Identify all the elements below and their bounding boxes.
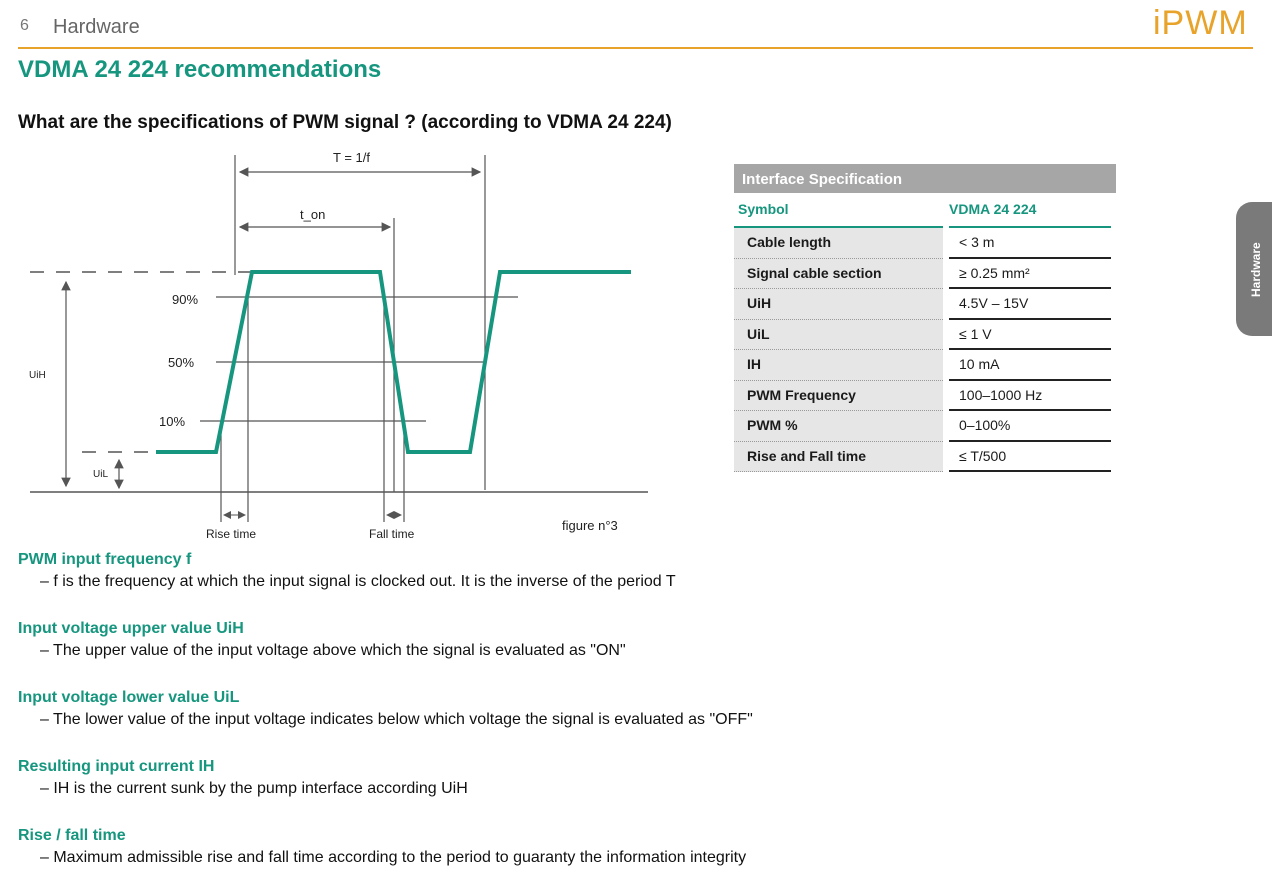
section-title: Hardware	[53, 16, 140, 38]
table-row	[734, 442, 1116, 473]
question-heading: What are the specifications of PWM signal ? (according to VDMA 24 224)	[18, 112, 672, 133]
column-header-symbol: Symbol	[734, 193, 943, 228]
table-cell-value: 100–1000 Hz	[949, 381, 1111, 412]
definition-description: – f is the frequency at which the input signal is clocked out. It is the inverse of the period T	[40, 573, 676, 590]
definition-description: – The lower value of the input voltage indicates below which voltage the signal is evaluated as "OFF"	[40, 711, 753, 728]
table-cell-value: 0–100%	[949, 411, 1111, 442]
ton-label: t_on	[300, 207, 326, 222]
definition-description: – Maximum admissible rise and fall time according to the period to guaranty the information integrity	[40, 849, 747, 866]
definition-term: Input voltage upper value UiH	[18, 620, 244, 637]
fall-label: Fall time	[369, 527, 415, 541]
definition-item	[18, 755, 753, 824]
rise-label: Rise time	[206, 527, 257, 541]
definition-item	[18, 686, 753, 755]
table-cell-symbol: UiL	[734, 320, 943, 351]
ipwm-logo: iPWM	[1153, 4, 1248, 42]
column-header-vdma: VDMA 24 224	[949, 193, 1111, 228]
table-cell-symbol: PWM %	[734, 411, 943, 442]
table-row	[734, 350, 1116, 381]
table-cell-symbol: Cable length	[734, 228, 943, 259]
definition-description: – IH is the current sunk by the pump interface according UiH	[40, 780, 468, 797]
table-cell-symbol: Signal cable section	[734, 259, 943, 290]
header-rule	[18, 47, 1253, 49]
side-tab-hardware[interactable]	[1236, 202, 1272, 336]
table-row	[734, 259, 1116, 290]
uih-label: UiH	[29, 370, 46, 381]
table-row	[734, 411, 1116, 442]
table-cell-value: < 3 m	[949, 228, 1111, 259]
table-cell-value: 10 mA	[949, 350, 1111, 381]
table-cell-symbol: Rise and Fall time	[734, 442, 943, 473]
interface-spec-table	[734, 164, 1116, 472]
table-cell-value: ≤ T/500	[949, 442, 1111, 473]
definition-term: Resulting input current IH	[18, 758, 215, 775]
table-row	[734, 289, 1116, 320]
definition-term: Input voltage lower value UiL	[18, 689, 240, 706]
page-number: 6	[20, 17, 29, 34]
figure-caption: figure n°3	[562, 518, 618, 533]
uil-label: UiL	[93, 469, 109, 480]
table-cell-symbol: PWM Frequency	[734, 381, 943, 412]
definition-description: – The upper value of the input voltage above which the signal is evaluated as "ON"	[40, 642, 626, 659]
period-label: T = 1/f	[333, 150, 370, 165]
definition-item	[18, 824, 753, 893]
table-cell-value: ≥ 0.25 mm²	[949, 259, 1111, 290]
level-50-label: 50%	[168, 355, 195, 370]
table-cell-value: 4.5V – 15V	[949, 289, 1111, 320]
table-header-row	[734, 193, 1116, 228]
definition-term: PWM input frequency f	[18, 551, 192, 568]
table-cell-value: ≤ 1 V	[949, 320, 1111, 351]
definition-item	[18, 548, 753, 617]
definitions-list	[18, 548, 753, 893]
page-title: VDMA 24 224 recommendations	[18, 56, 382, 83]
table-cell-symbol: IH	[734, 350, 943, 381]
definition-term: Rise / fall time	[18, 827, 126, 844]
table-title: Interface Specification	[734, 164, 1116, 193]
table-cell-symbol: UiH	[734, 289, 943, 320]
table-row	[734, 228, 1116, 259]
pwm-signal-figure	[0, 145, 700, 545]
side-tab-label: Hardware	[1249, 242, 1263, 297]
table-row	[734, 381, 1116, 412]
definition-item	[18, 617, 753, 686]
level-10-label: 10%	[159, 414, 186, 429]
table-row	[734, 320, 1116, 351]
level-90-label: 90%	[172, 292, 199, 307]
